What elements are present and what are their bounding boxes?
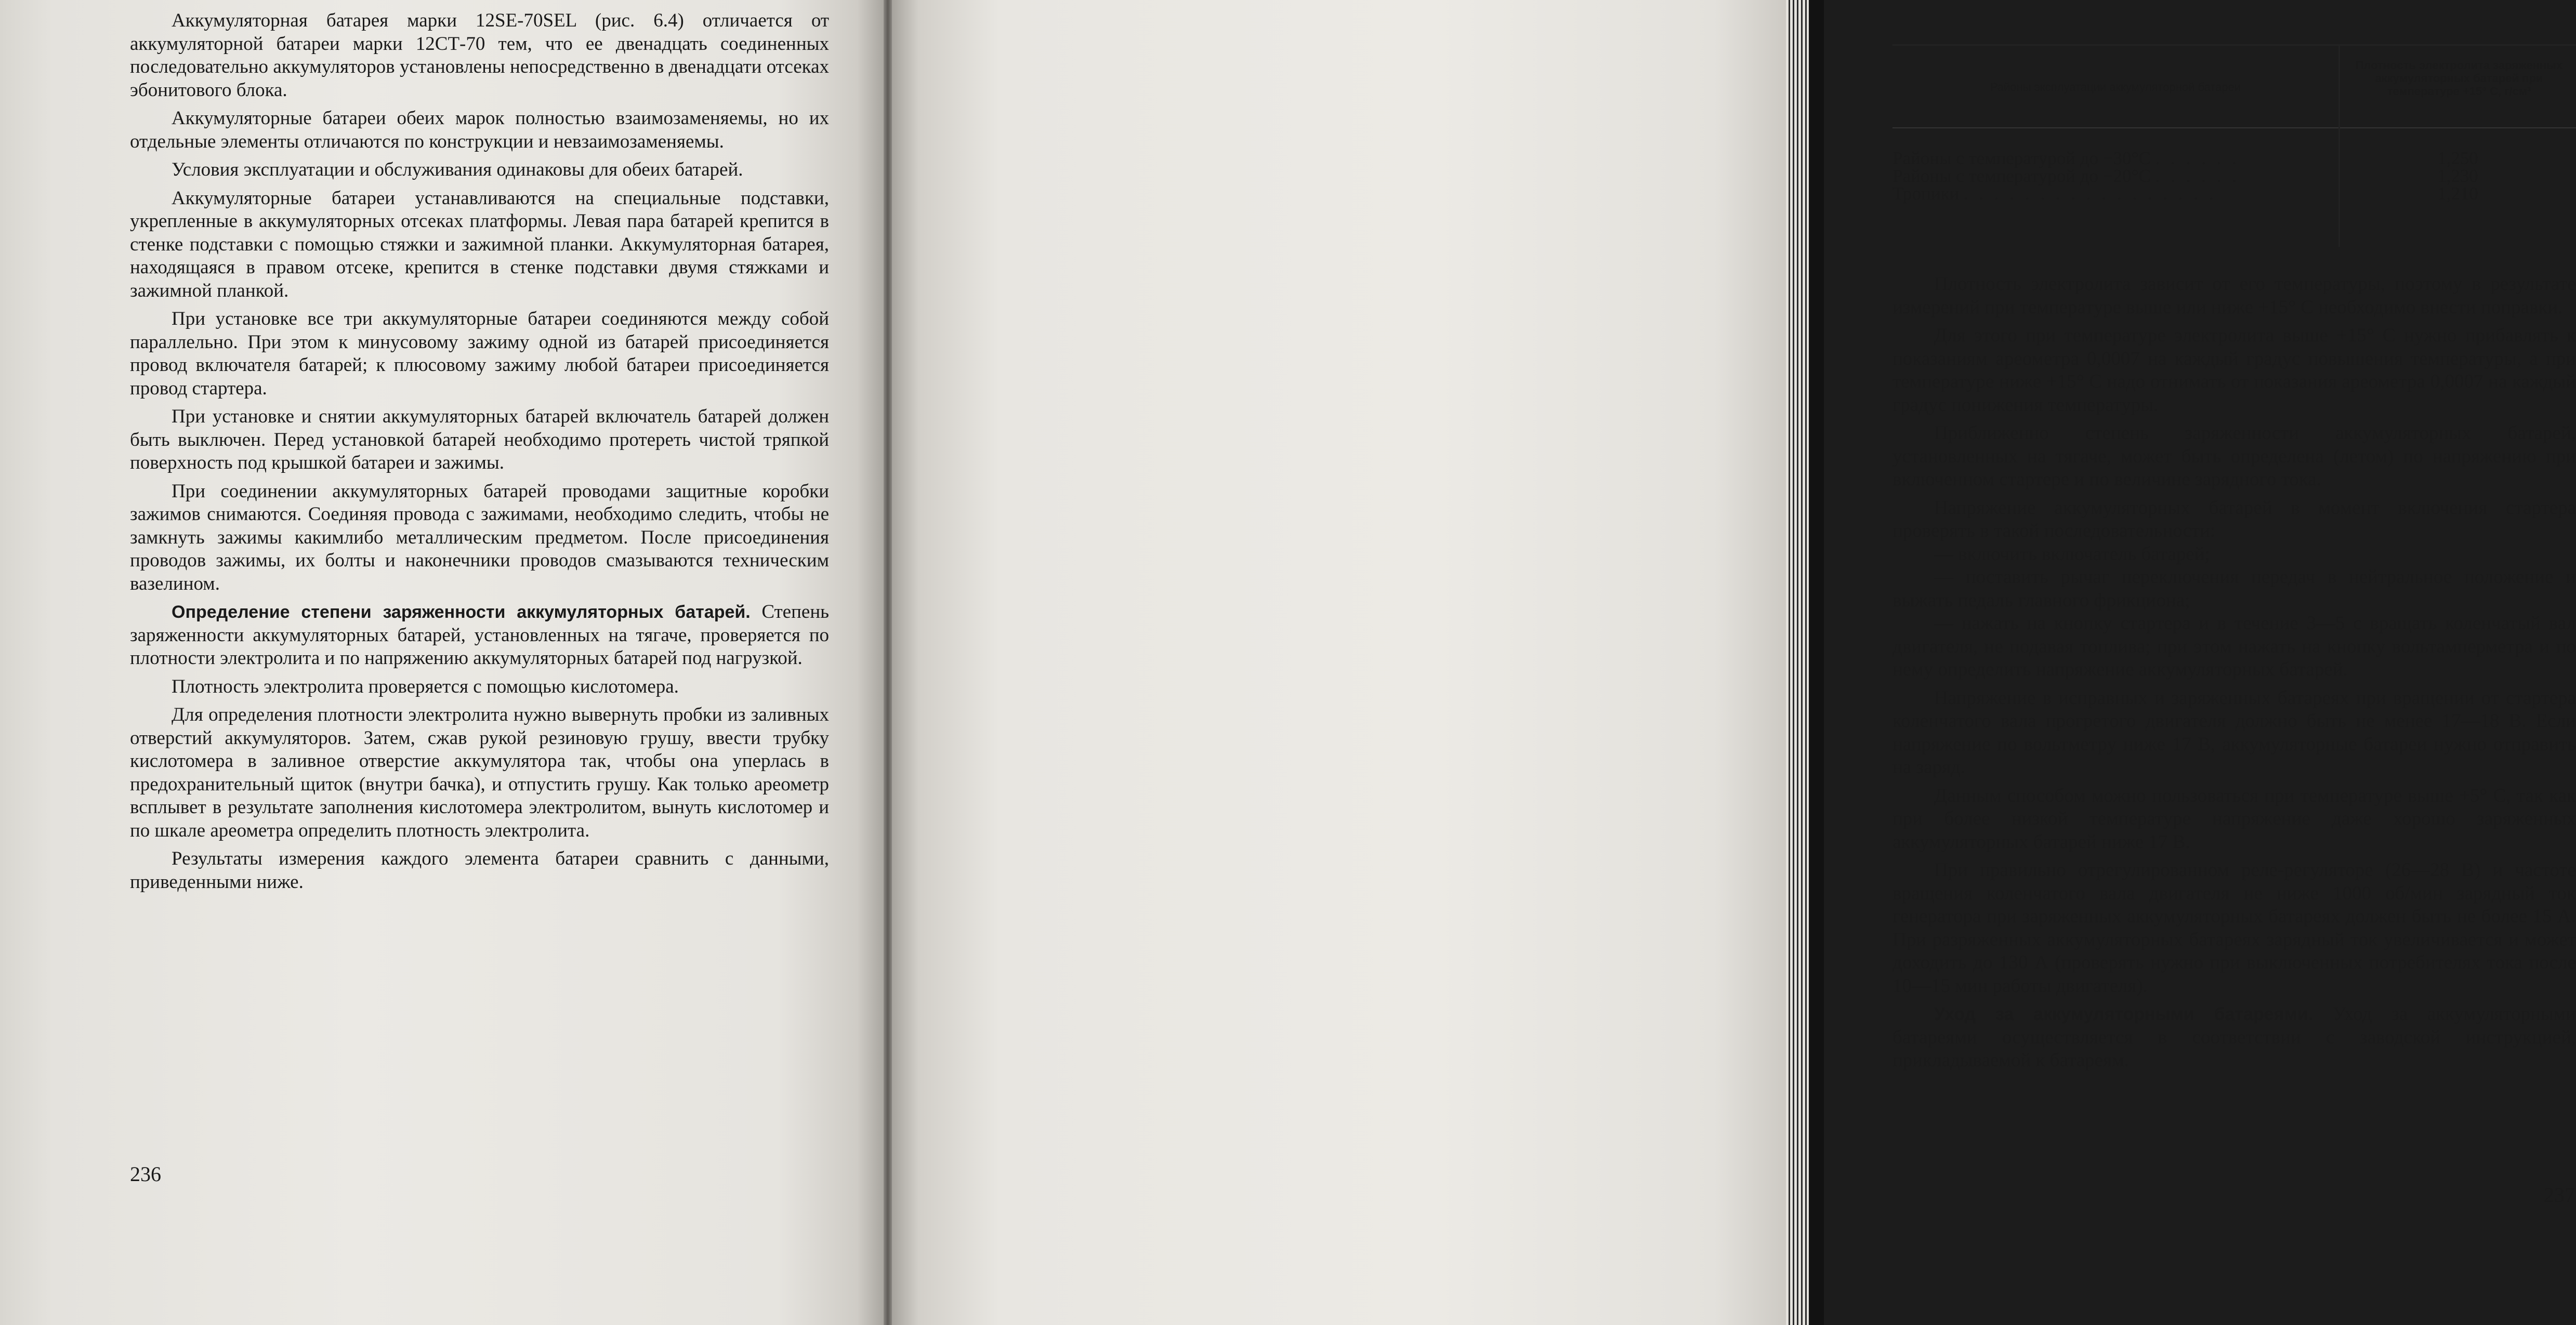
section-heading-text: Уход за аккумуляторными батареями осуществляется в соответствии с заводской инструкцией, прикладываемой к батареям.: [1892, 1003, 2576, 1071]
leader-dots: . . . . . . . . . . . . . . . . .: [1964, 183, 2217, 204]
right-page: [892, 0, 2576, 1325]
leader-dots: . . . . . .: [2155, 166, 2240, 186]
list-item: — поставить рычаг переключения передач в нейтральное положение и выжать педаль главного фрикциона;: [1892, 566, 2576, 611]
paragraph: Аккумуляторная батарея марки 12SE-70SEL (рис. 6.4) отличается от аккумуляторной батареи марки 12СТ-70 тем, что ее двенадцать соединенных последовательно аккумуляторов установлены непосредственно в двенадцати отсеках эбонитового блока.: [130, 10, 829, 101]
table-top-rule: [1892, 44, 2576, 46]
region-label: Районы с температурой до −30°С: [1892, 148, 2151, 168]
right-page-text: [1892, 44, 2576, 1078]
table-column-divider: [2338, 44, 2340, 247]
paragraph: При установке все три аккумуляторные батареи соединяются между собой параллельно. При этом к минусовому зажиму одной из батарей присоединяется провод включателя батарей; к плюсовому зажиму любой батареи присоединяется провод стартера.: [130, 308, 829, 399]
page-number: 237: [2544, 1183, 2575, 1207]
section-heading-text: Степень заряженности аккумуляторных батарей, установленных на тягаче, проверяется по плотности электролита и по напряжению аккумуляторных батарей под нагрузкой.: [130, 601, 830, 669]
region-label: Тропики: [1892, 183, 1960, 204]
section-paragraph: [1892, 1003, 2576, 1072]
paragraph: Аккумуляторные батареи устанавливаются на специальные подставки, укрепленные в аккумуляторных отсеках платформы. Левая пара батарей крепится в стенке подставки с помощью стяжки и зажимной планки. Аккумуляторная батарея, находящаяся в правом отсеке, крепится в стенке подставки двумя стяжками и зажимной планкой.: [130, 187, 829, 301]
paragraph: Плотность электролита проверяется с помощью кислотомера.: [172, 675, 679, 697]
table-row-value: 1,250: [2437, 148, 2478, 168]
table-header-regions: Районы эксплуатации аккумуляторной батареи: [1990, 81, 2241, 94]
paragraph: Напряжение в исправных и заряженных батареях при вращении от стартера коленчатого вала прогретого двигателя должно быть не менее 17—18 В. Если напряжение по вольтметру ниже 17 В, аккумуляторные батареи нужно отправить на заряд.: [1892, 687, 2576, 778]
paragraph: Для этого при температуре электролита выше +15° С нужно прибавлять к показаниям ареометра 0,0007 на каждый градус повышения температуры, а при температуре ниже +15° С надо отнимать от показания ареометра 0,0007 на каждый градус понижения температуры.: [1892, 325, 2576, 416]
table-row-region: [1892, 183, 2334, 204]
left-page-text: [130, 9, 829, 899]
paragraph: Для определения плотности электролита нужно вывернуть пробки из заливных отверстий аккумуляторов. Затем, сжав рукой резиновую грушу, ввести трубку кислотомера в заливное отверстие аккумулятора так, чтобы она уперлась в предохранительный щиток (внутри бачка), и отпустить грушу. Как только ареометр всплывет в результате заполнения кислотомера электролитом, вынуть кислотомер и по шкале ареометра определить плотность электролита.: [130, 704, 829, 841]
list-item: — нажать на кнопку стартера и в течение 3—5 с вращать коленчатый вал двигателя, не подавая топлива; при этом нажать на кнопку вольтамперметра и по нему определить напряжение аккумуляторных батарей.: [1892, 613, 2576, 680]
table-header-rule: [1892, 127, 2576, 128]
page-number: 236: [130, 1162, 161, 1186]
region-label: Районы с температурой до −20°С: [1892, 166, 2151, 186]
table-header-density: Плотность электролита заряженных аккумуляторных батарей при температуре +15° С, г/см³: [2355, 59, 2563, 98]
density-table: [1892, 44, 2576, 252]
paragraph: Результаты измерения каждого элемента батареи сравнить с данными, приведенными ниже.: [130, 848, 829, 893]
paragraph: Данным способом можно пользоваться при температуре выше +5° С, так как при более низкой температуре напряжение даже хорошо заряженных аккумуляторных батарей ниже 17 В.: [1892, 785, 2576, 853]
section-heading: Уход за аккумуляторными батареями.: [1934, 1004, 2313, 1024]
paragraph: При установке и снятии аккумуляторных батарей включатель батарей должен быть выключен. Перед установкой батарей необходимо протереть чистой тряпкой поверхность под крышкой батареи и зажимы.: [130, 406, 829, 473]
section-heading: Определение степени заряженности аккумуляторных батарей.: [172, 602, 751, 622]
paragraph: Приближенно степень заряженности аккумуляторных батарей, установленных на тягаче, может быть определена (летом) по напряжению при включенном стартере и по величине зарядного тока.: [1892, 422, 2576, 490]
paragraph: Условия эксплуатации и обслуживания одинаковы для обеих батарей.: [172, 159, 743, 180]
paragraph: При соединении аккумуляторных батарей проводами защитные коробки зажимов снимаются. Соединяя провода с зажимами, необходимо следить, чтобы не замкнуть зажимы какимлибо металлическим предметом. После присоединения проводов зажимы, их болты и наконечники проводов смазываются техническим вазелином.: [130, 480, 829, 594]
left-page: [0, 0, 884, 1325]
list-item: — включить включатель батарей;: [1934, 543, 2210, 565]
table-row-value: 1,230: [2437, 166, 2478, 186]
section-paragraph: [130, 601, 829, 670]
paragraph: Аккумуляторные батареи обеих марок полностью взаимозаменяемы, но их отдельные элементы отличаются по конструкции и невзаимозаменяемы.: [130, 108, 829, 152]
paragraph: Напряжение аккумуляторных батарей в момент включения стартера проверять в такой последовательности:: [1892, 497, 2576, 541]
paragraph: Плотность электролита зависит от его температуры, поэтому в результате измерений при температуре выше или ниже +15° С необходимо внести поправки.: [1892, 273, 2576, 318]
paragraph: При правильно отрегулированном реле-регуляторе (26—28 В) и частоте вращения коленчатого вала двигателя не ниже 1000 об/мин зарядный ток генератора при заряженных аккумуляторных батареях должен быть не более 15 А. При разряженных аккумуляторных батареях зарядный ток увеличивается и может доходить до 130 А (проверять нужно при выключенных потребителях тока после 10—15 мин работы двигателя).: [1892, 859, 2576, 997]
book-gutter: [884, 0, 892, 1325]
background-shadow: [1809, 0, 1824, 1325]
table-row-value: 1,210: [2437, 183, 2478, 204]
leader-dots: . . . . . .: [2155, 148, 2240, 168]
